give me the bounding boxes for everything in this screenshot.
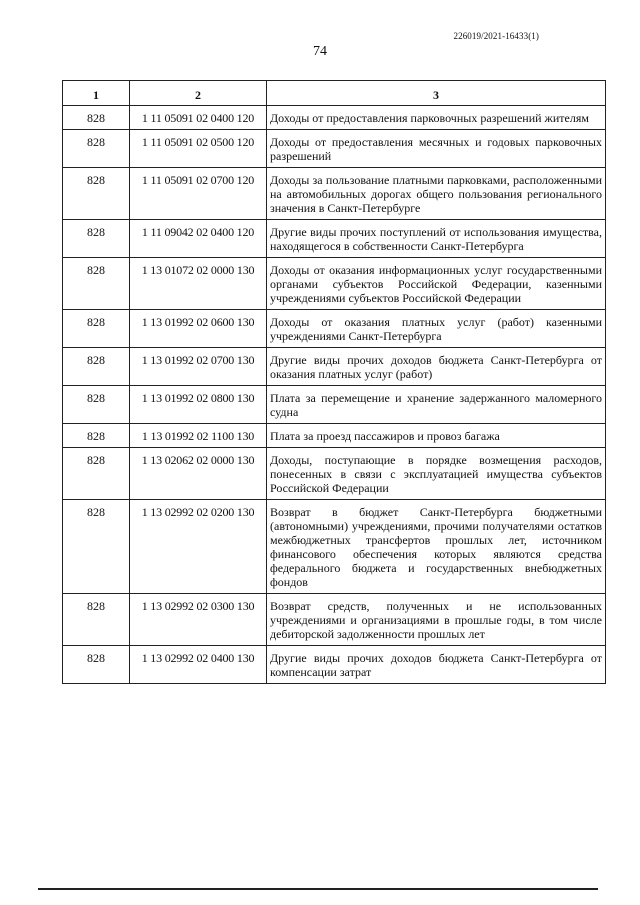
table-row <box>63 646 606 684</box>
budget-code-cell: 1 13 01072 02 0000 130 <box>130 258 267 310</box>
description-cell: Другие виды прочих доходов бюджета Санкт-Петербурга от компенсации затрат <box>267 646 606 684</box>
description-cell: Доходы, поступающие в порядке возмещения расходов, понесенных в связи с эксплуатацией имущества субъектов Российской Федерации <box>267 448 606 500</box>
budget-code-cell: 1 11 05091 02 0700 120 <box>130 168 267 220</box>
admin-code-cell: 828 <box>63 348 130 386</box>
table-row <box>63 424 606 448</box>
table-row <box>63 386 606 424</box>
description-cell: Другие виды прочих доходов бюджета Санкт-Петербурга от оказания платных услуг (работ) <box>267 348 606 386</box>
admin-code-cell: 828 <box>63 258 130 310</box>
admin-code-cell: 828 <box>63 168 130 220</box>
description-cell: Плата за перемещение и хранение задержанного маломерного судна <box>267 386 606 424</box>
admin-code-cell: 828 <box>63 106 130 130</box>
budget-code-cell: 1 11 09042 02 0400 120 <box>130 220 267 258</box>
table-row <box>63 220 606 258</box>
table-row <box>63 258 606 310</box>
description-cell: Доходы от оказания информационных услуг государственными органами субъектов Российской Федерации, казенными учреждениями субъектов Российской Федерации <box>267 258 606 310</box>
description-cell: Плата за проезд пассажиров и провоз багажа <box>267 424 606 448</box>
table-row <box>63 448 606 500</box>
table-row <box>63 310 606 348</box>
admin-code-cell: 828 <box>63 130 130 168</box>
budget-revenue-table <box>62 80 606 684</box>
page-number: 74 <box>313 44 327 59</box>
table-row <box>63 348 606 386</box>
description-cell: Доходы от предоставления парковочных разрешений жителям <box>267 106 606 130</box>
budget-code-cell: 1 13 01992 02 0800 130 <box>130 386 267 424</box>
table-body <box>63 106 606 684</box>
budget-code-cell: 1 13 02992 02 0200 130 <box>130 500 267 594</box>
column-header-3: 3 <box>267 81 606 106</box>
budget-code-cell: 1 11 05091 02 0500 120 <box>130 130 267 168</box>
column-header-1: 1 <box>63 81 130 106</box>
admin-code-cell: 828 <box>63 646 130 684</box>
document-id: 226019/2021-16433(1) <box>453 31 539 41</box>
budget-code-cell: 1 11 05091 02 0400 120 <box>130 106 267 130</box>
table-row <box>63 500 606 594</box>
budget-code-cell: 1 13 01992 02 0700 130 <box>130 348 267 386</box>
table-row <box>63 106 606 130</box>
admin-code-cell: 828 <box>63 594 130 646</box>
description-cell: Доходы от оказания платных услуг (работ) казенными учреждениями Санкт-Петербурга <box>267 310 606 348</box>
description-cell: Возврат средств, полученных и не использованных учреждениями и организациями в прошлые годы, в том числе дебиторской задолженности прошлых лет <box>267 594 606 646</box>
column-header-2: 2 <box>130 81 267 106</box>
description-cell: Доходы от предоставления месячных и годовых парковочных разрешений <box>267 130 606 168</box>
admin-code-cell: 828 <box>63 448 130 500</box>
description-cell: Другие виды прочих поступлений от использования имущества, находящегося в собственности Санкт-Петербурга <box>267 220 606 258</box>
budget-code-cell: 1 13 01992 02 0600 130 <box>130 310 267 348</box>
budget-code-cell: 1 13 02992 02 0400 130 <box>130 646 267 684</box>
budget-code-cell: 1 13 02062 02 0000 130 <box>130 448 267 500</box>
table-row <box>63 594 606 646</box>
admin-code-cell: 828 <box>63 424 130 448</box>
admin-code-cell: 828 <box>63 220 130 258</box>
description-cell: Возврат в бюджет Санкт-Петербурга бюджетными (автономными) учреждениями, прочими получателями остатков межбюджетных трансфертов прошлых лет, источником финансового обеспечения которых являются средства федерального бюджета и государственных внебюджетных фондов <box>267 500 606 594</box>
table-row <box>63 130 606 168</box>
description-cell: Доходы за пользование платными парковками, расположенными на автомобильных дорогах общего пользования регионального значения в Санкт-Петербурге <box>267 168 606 220</box>
admin-code-cell: 828 <box>63 500 130 594</box>
admin-code-cell: 828 <box>63 310 130 348</box>
budget-code-cell: 1 13 01992 02 1100 130 <box>130 424 267 448</box>
table-row <box>63 168 606 220</box>
table-header-row <box>63 81 606 106</box>
budget-code-cell: 1 13 02992 02 0300 130 <box>130 594 267 646</box>
bottom-rule <box>38 888 598 890</box>
admin-code-cell: 828 <box>63 386 130 424</box>
